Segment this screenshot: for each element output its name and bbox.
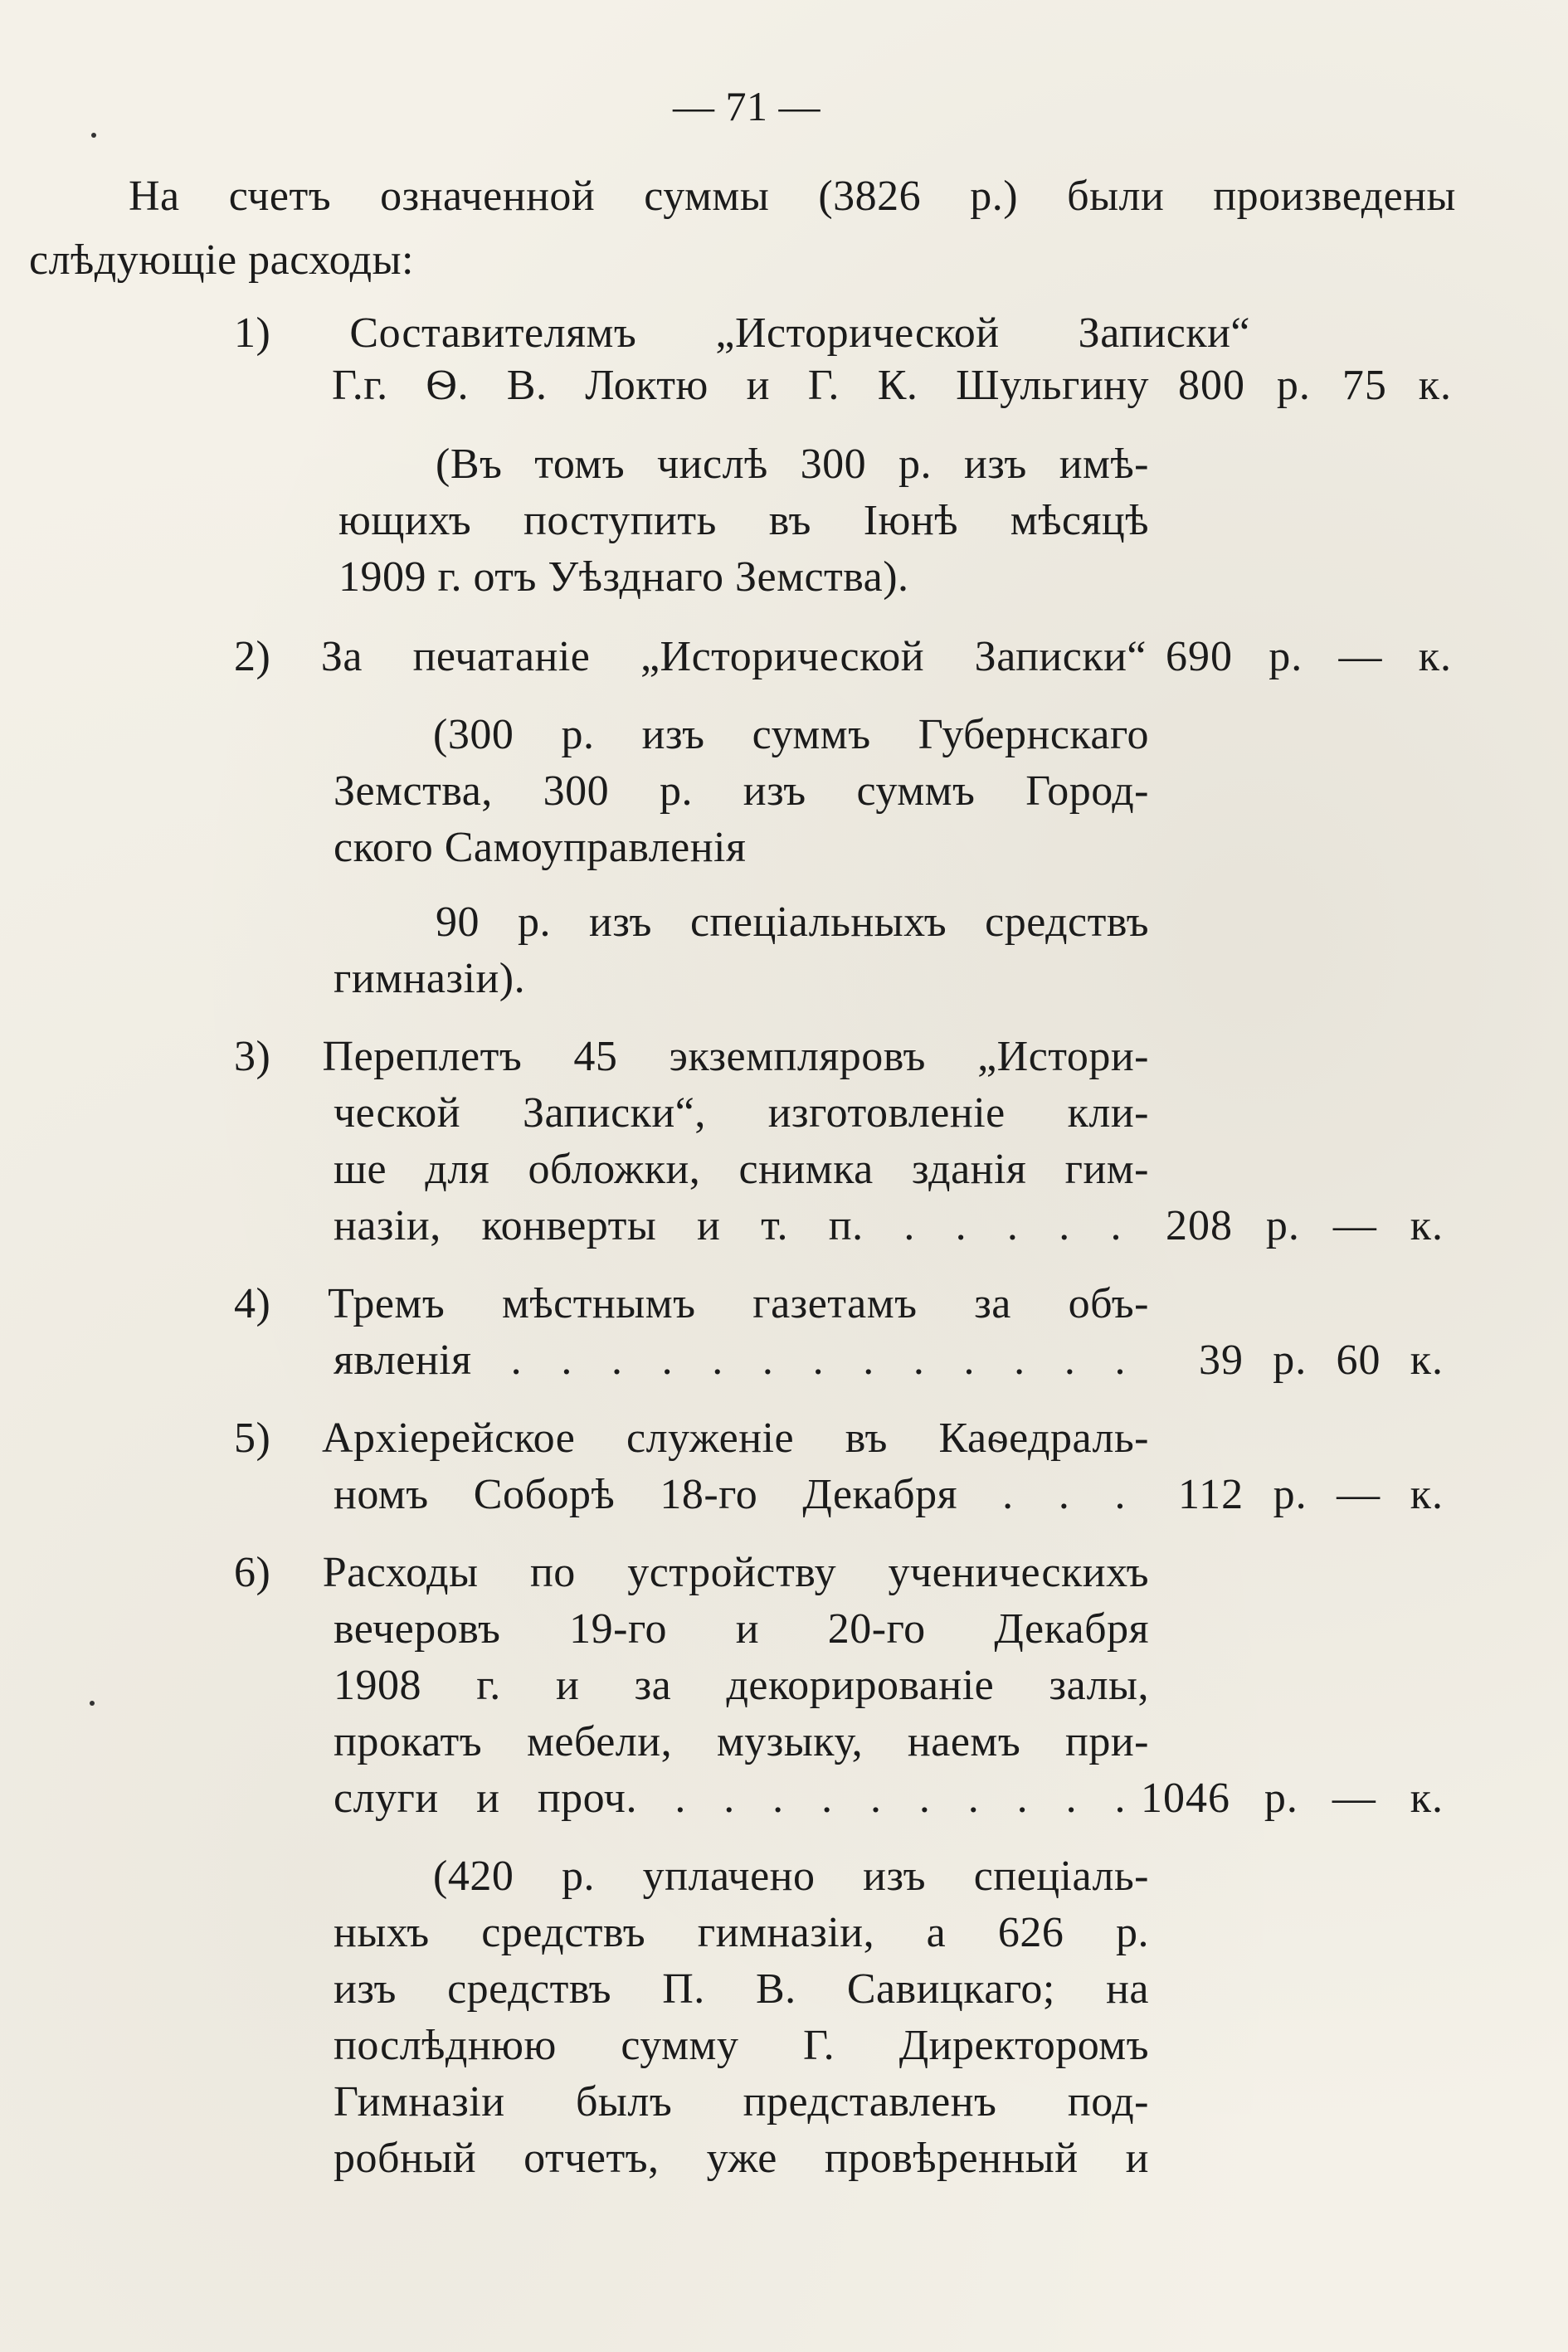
item-6-line-5: слуги и проч. . . . . . . . . . . xyxy=(334,1775,1126,1822)
item-6-note-line-4: послѣднюю сумму Г. Директоромъ xyxy=(334,2022,1149,2069)
item-2-note-line-3: ского Самоуправленія xyxy=(334,824,747,871)
item-6-line-2: вечеровъ 19-го и 20-го Декабря xyxy=(334,1605,1149,1653)
item-4-amount: 39 р. 60 к. xyxy=(1199,1337,1444,1384)
item-2-note-line-5: гимназіи). xyxy=(334,955,526,1002)
page-number: — 71 — xyxy=(673,83,821,129)
item-2-amount: 690 р. — к. xyxy=(1166,633,1452,680)
item-3-amount: 208 р. — к. xyxy=(1166,1202,1444,1249)
item-2-note-line-2: Земства, 300 р. изъ суммъ Город- xyxy=(334,767,1149,815)
item-6-note-line-1: (420 р. уплачено изъ спеціаль- xyxy=(433,1853,1149,1900)
item-3-line-2: ческой Записки“, изготовленіе кли- xyxy=(334,1089,1149,1137)
item-4-line-2: явленія . . . . . . . . . . . . . xyxy=(334,1337,1126,1384)
item-1-note-line-1: (Въ томъ числѣ 300 р. изъ имѣ- xyxy=(436,441,1149,488)
item-5-line-1: 5) Архіерейское служеніе въ Каѳедраль- xyxy=(234,1415,1149,1462)
intro-line-1: На счетъ означенной суммы (3826 р.) были произведены xyxy=(129,173,1456,220)
item-1-line-1: 1) Составителямъ „Исторической Записки“ xyxy=(234,309,1250,357)
item-2-note-line-4: 90 р. изъ спеціальныхъ средствъ xyxy=(436,898,1149,946)
item-3-line-3: ше для обложки, снимка зданія гим- xyxy=(334,1146,1149,1193)
item-6-line-4: прокатъ мебели, музыку, наемъ при- xyxy=(334,1718,1149,1765)
print-speck xyxy=(91,133,96,138)
item-4-line-1: 4) Тремъ мѣстнымъ газетамъ за объ- xyxy=(234,1280,1149,1327)
item-3-line-1: 3) Переплетъ 45 экземпляровъ „Истори- xyxy=(234,1033,1149,1080)
item-6-line-1: 6) Расходы по устройству ученическихъ xyxy=(234,1549,1149,1596)
item-6-note-line-6: робный отчетъ, уже провѣренный и xyxy=(334,2135,1149,2182)
item-5-line-2: номъ Соборѣ 18-го Декабря . . . xyxy=(334,1471,1126,1518)
intro-line-2: слѣдующіе расходы: xyxy=(29,236,414,284)
item-2-line-1: 2) За печатаніе „Исторической Записки“ xyxy=(234,633,1147,680)
item-6-note-line-5: Гимназіи былъ представленъ под- xyxy=(334,2078,1149,2126)
item-3-line-4: назіи, конверты и т. п. . . . . . xyxy=(334,1202,1122,1249)
item-1-line-2: Г.г. Ѳ. В. Локтю и Г. К. Шульгину xyxy=(332,362,1149,409)
item-6-amount: 1046 р. — к. xyxy=(1141,1775,1444,1822)
item-2-note-line-1: (300 р. изъ суммъ Губернскаго xyxy=(433,711,1149,758)
item-1-note-line-2: ющихъ поступить въ Іюнѣ мѣсяцѣ xyxy=(338,497,1149,544)
item-1-amount: 800 р. 75 к. xyxy=(1178,362,1452,409)
item-6-note-line-3: изъ средствъ П. В. Савицкаго; на xyxy=(334,1965,1149,2013)
item-6-line-3: 1908 г. и за декорированіе залы, xyxy=(334,1662,1149,1709)
item-6-note-line-2: ныхъ средствъ гимназіи, а 626 р. xyxy=(334,1909,1149,1956)
item-1-note-line-3: 1909 г. отъ Уѣзднаго Земства). xyxy=(338,553,909,601)
print-speck xyxy=(90,1701,95,1706)
item-5-amount: 112 р. — к. xyxy=(1178,1471,1444,1518)
